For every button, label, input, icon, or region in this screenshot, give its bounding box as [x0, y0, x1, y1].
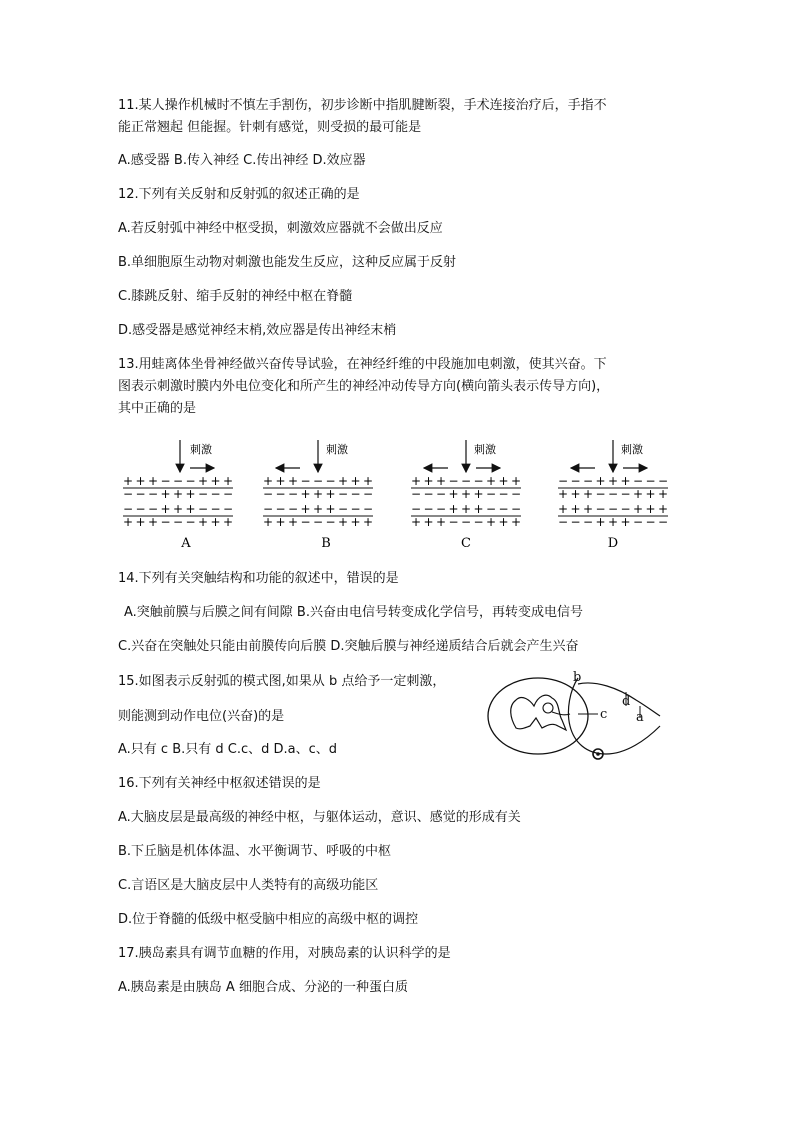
q14-stem: 14.下列有关突触结构和功能的叙述中，错误的是	[118, 571, 399, 586]
q16-option-a: A.大脑皮层是最高级的神经中枢，与躯体运动，意识、感觉的形成有关	[118, 810, 521, 825]
q11-options: A.感受器 B.传入神经 C.传出神经 D.效应器	[118, 153, 366, 168]
q15-stem-line1: 15.如图表示反射弧的模式图,如果从 b 点给予一定刺激，	[118, 674, 446, 689]
svg-text:B: B	[321, 536, 331, 551]
svg-text:+ + + − − − + + +: + + + − − − + + +	[263, 474, 373, 488]
svg-text:+ + + − − − + + +: + + + − − − + + +	[123, 474, 233, 488]
label-d: d	[622, 694, 631, 709]
svg-text:A: A	[181, 536, 191, 551]
svg-text:− − − + + + − − −: − − − + + + − − −	[123, 487, 233, 501]
q13-panel-c	[411, 440, 521, 551]
q17-stem: 17.胰岛素具有调节血糖的作用，对胰岛素的认识科学的是	[118, 946, 451, 961]
q13-stem-line1: 13.用蛙离体坐骨神经做兴奋传导试验，在神经纤维的中段施加电刺激，使其兴奋。下	[118, 357, 607, 372]
q12-option-a: A.若反射弧中神经中枢受损，刺激效应器就不会做出反应	[118, 221, 443, 236]
svg-text:+ + + − − − + + +: + + + − − − + + +	[263, 515, 373, 529]
svg-text:− − − + + + − − −: − − − + + + − − −	[123, 502, 233, 516]
q14-options-ab: A.突触前膜与后膜之间有间隙 B.兴奋由电信号转变成化学信号，再转变成电信号	[124, 605, 583, 620]
q16-stem: 16.下列有关神经中枢叙述错误的是	[118, 776, 321, 791]
q12-option-b: B.单细胞原生动物对刺激也能发生反应，这种反应属于反射	[118, 255, 457, 270]
q13-figure	[118, 436, 678, 554]
svg-text:− − − + + + − − −: − − − + + + − − −	[411, 502, 521, 516]
svg-text:− − − + + + − − −: − − − + + + − − −	[263, 502, 373, 516]
stimulus-label: 刺激	[326, 443, 348, 456]
stimulus-label: 刺激	[474, 443, 496, 456]
label-c: c	[600, 707, 608, 722]
q12-option-c: C.膝跳反射、缩手反射的神经中枢在脊髓	[118, 289, 353, 304]
q11-stem-line2: 能正常翘起 但能握。针刺有感觉，则受损的最可能是	[118, 120, 422, 135]
q13-panel-a	[123, 440, 233, 551]
q11-stem-line1: 11.某人操作机械时不慎左手割伤，初步诊断中指肌腱断裂，手术连接治疗后，手指不	[118, 98, 607, 113]
label-b: b	[573, 670, 582, 685]
q12-option-d: D.感受器是感觉神经末梢,效应器是传出神经末梢	[118, 323, 397, 338]
svg-text:+ + + − − − + + +: + + + − − − + + +	[558, 502, 668, 516]
q17-option-a: A.胰岛素是由胰岛 A 细胞合成、分泌的一种蛋白质	[118, 980, 408, 995]
q12-stem: 12.下列有关反射和反射弧的叙述正确的是	[118, 187, 360, 202]
svg-text:+ + + − − − + + +: + + + − − − + + +	[123, 515, 233, 529]
q13-stem-line2: 图表示刺激时膜内外电位变化和所产生的神经冲动传导方向(横向箭头表示传导方向)，	[118, 379, 610, 394]
svg-text:C: C	[461, 536, 471, 551]
q16-option-b: B.下丘脑是机体体温、水平衡调节、呼吸的中枢	[118, 844, 392, 859]
svg-text:− − − + + + − − −: − − − + + + − − −	[411, 487, 521, 501]
q16-option-c: C.言语区是大脑皮层中人类特有的高级功能区	[118, 878, 379, 893]
q13-panel-b	[263, 440, 373, 551]
svg-text:D: D	[607, 536, 619, 551]
q13-panel-d	[558, 440, 668, 551]
q16-option-d: D.位于脊髓的低级中枢受脑中相应的高级中枢的调控	[118, 912, 419, 927]
stimulus-label: 刺激	[621, 443, 643, 456]
svg-text:+ + + − − − + + +: + + + − − − + + +	[558, 487, 668, 501]
svg-text:+ + + − − − + + +: + + + − − − + + +	[411, 515, 521, 529]
svg-text:− − − + + + − − −: − − − + + + − − −	[263, 487, 373, 501]
q13-stem-line3: 其中正确的是	[118, 401, 197, 416]
label-a: a	[636, 710, 644, 725]
svg-text:− − − + + + − − −: − − − + + + − − −	[558, 474, 668, 488]
q15-stem-line2: 则能测到动作电位(兴奋)的是	[118, 709, 285, 724]
q14-options-cd: C.兴奋在突触处只能由前膜传向后膜 D.突触后膜与神经递质结合后就会产生兴奋	[118, 639, 579, 654]
stimulus-label: 刺激	[190, 443, 212, 456]
q15-options: A.只有 c B.只有 d C.c、d D.a、c、d	[118, 742, 338, 757]
svg-text:+ + + − − − + + +: + + + − − − + + +	[411, 474, 521, 488]
svg-text:− − − + + + − − −: − − − + + + − − −	[558, 515, 668, 529]
